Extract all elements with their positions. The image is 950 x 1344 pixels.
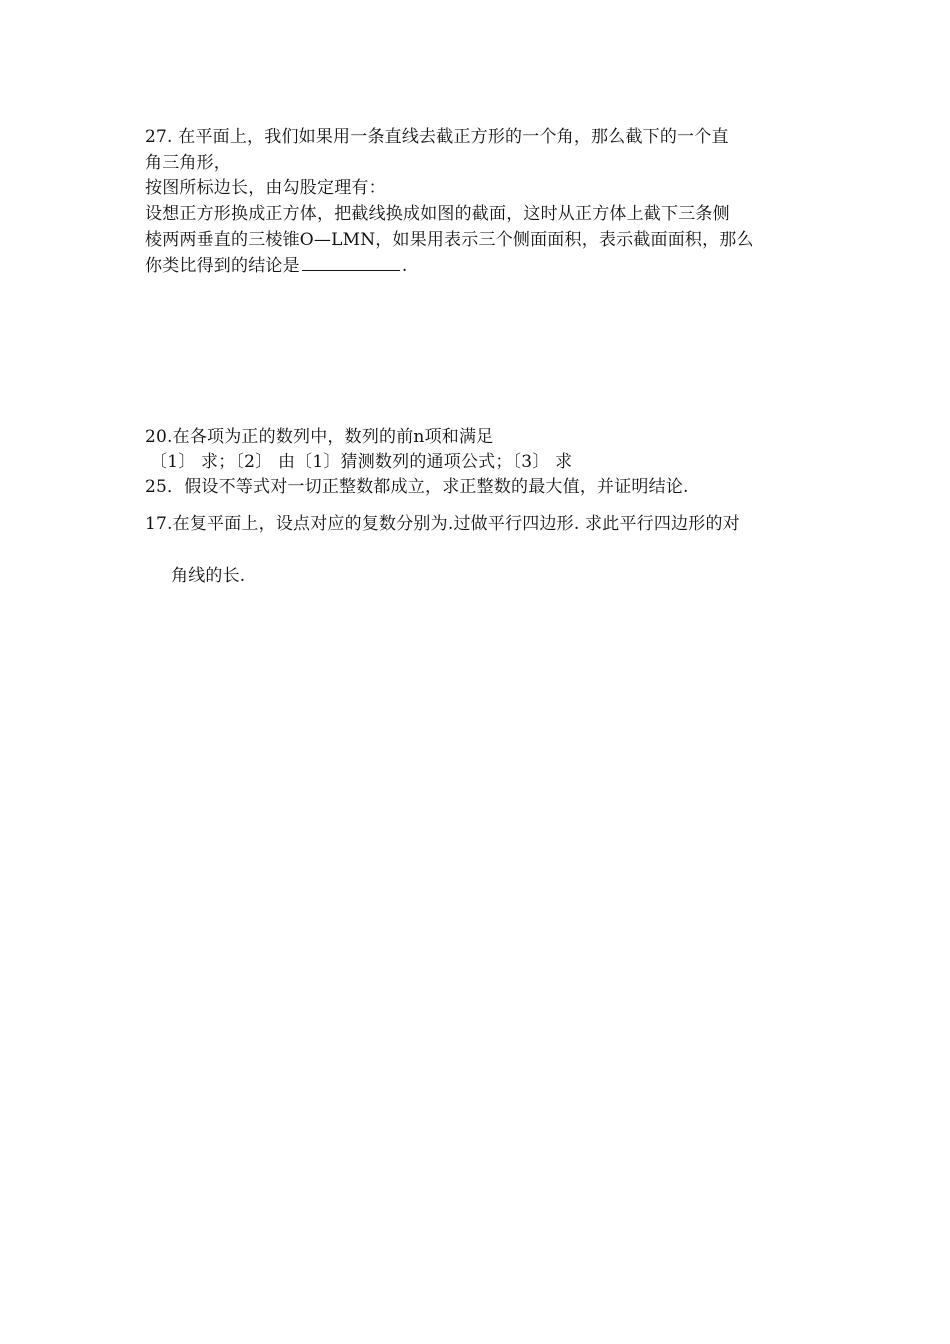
problem-17-line-2: 角线的长. [171, 566, 246, 586]
problem-27-line-5: 棱两两垂直的三棱锥O—LMN，如果用表示三个侧面面积，表示截面面积，那么 [145, 230, 754, 250]
answer-blank [302, 256, 400, 271]
problem-27-line-1: 27. 在平面上，我们如果用一条直线去截正方形的一个角，那么截下的一个直 [145, 127, 729, 147]
problem-20-line-2: 〔1〕 求；〔2〕 由〔1〕猜测数列的通项公式；〔3〕 求 [150, 452, 573, 472]
problem-27-answer-prompt: 你类比得到的结论是 [145, 256, 300, 276]
problem-25-line-1: 25．假设不等式对一切正整数都成立，求正整数的最大值，并证明结论. [145, 477, 689, 497]
problem-20-line-1: 20.在各项为正的数列中，数列的前n项和满足 [145, 427, 494, 447]
problem-27-line-4: 设想正方形换成正方体，把截线换成如图的截面，这时从正方体上截下三条侧 [145, 204, 730, 224]
problem-27-line-2: 角三角形， [145, 153, 231, 173]
problem-27-line-3: 按图所标边长，由勾股定理有： [145, 178, 386, 198]
problem-27-period: . [401, 256, 408, 276]
problem-27-line-6 [145, 255, 407, 277]
problem-17-line-1: 17.在复平面上，设点对应的复数分别为.过做平行四边形. 求此平行四边形的对 [145, 514, 740, 534]
